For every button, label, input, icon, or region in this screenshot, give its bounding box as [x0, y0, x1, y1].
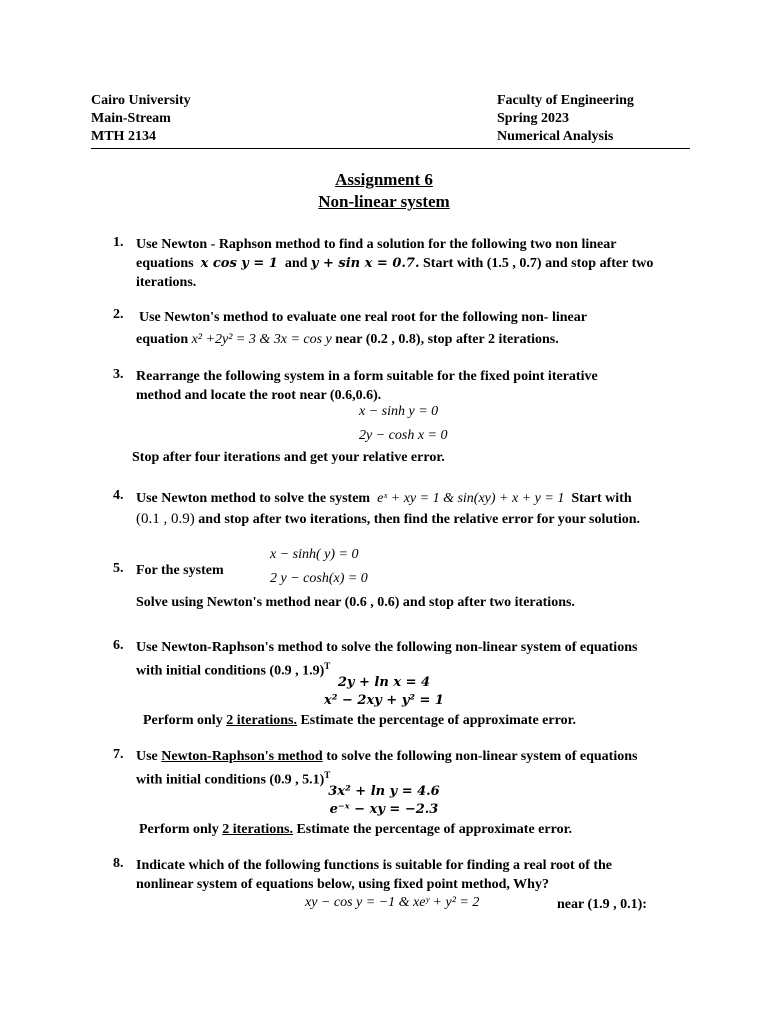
q8-number: 8. — [113, 856, 124, 871]
q5-line2: Solve using Newton's method near (0.6 , 0.6) and stop after two iterations. — [136, 595, 575, 610]
q7-line3: Perform only 2 iterations. Estimate the percentage of approximate error. — [139, 822, 572, 837]
q4-start-point: (0.1 , 0.9) — [136, 511, 195, 527]
q6-line2: with initial conditions (0.9 , 1.9)$^T$ — [136, 661, 331, 679]
q1-line2: equations x cos y = 1 and y + sin x = 0.7. Start with (1.5 , 0.7) and stop after two — [136, 256, 654, 271]
q3-line1: Rearrange the following system in a form suitable for the fixed point iterative — [136, 369, 598, 384]
header-right — [497, 92, 634, 146]
q3-line3: Stop after four iterations and get your relative error. — [132, 450, 445, 465]
assignment-subtitle: Non-linear system — [318, 192, 450, 211]
q6-equation-1: 2y + ln x = 4 — [337, 675, 431, 690]
q5-equation-1: x − sinh( y) = 0 — [270, 547, 359, 562]
question-8 — [136, 856, 706, 894]
q3-line2: method and locate the root near (0.6,0.6). — [136, 388, 382, 403]
q3-number: 3. — [113, 367, 124, 382]
q1-equation-1: x cos y = 1 — [200, 256, 278, 271]
q5-number: 5. — [113, 561, 124, 576]
faculty-name: Faculty of Engineering — [497, 93, 634, 108]
q4-line2: (0.1 , 0.9) and stop after two iterations, then find the relative error for your solution. — [136, 511, 641, 527]
q2-line2: equation x² +2y² = 3 & 3x = cos y near (0.2 , 0.8), stop after 2 iterations. — [136, 332, 559, 347]
semester: Spring 2023 — [497, 111, 569, 126]
q1-line3: iterations. — [136, 275, 197, 290]
q3-equation-2: 2y − cosh x = 0 — [359, 428, 448, 443]
q2-line1: Use Newton's method to evaluate one real root for the following non- linear — [139, 310, 587, 325]
q7-equation-1: 3x² + ln y = 4.6 — [328, 784, 440, 799]
stream-name: Main-Stream — [91, 111, 171, 126]
q7-number: 7. — [113, 747, 124, 762]
assignment-title: Assignment 6 — [335, 170, 433, 189]
q6-line3: Perform only 2 iterations. Estimate the percentage of approximate error. — [143, 713, 576, 728]
question-1 — [136, 235, 696, 292]
q7-line1: Use Newton-Raphson's method to solve the following non-linear system of equations — [136, 749, 638, 764]
q8-line2: nonlinear system of equations below, using fixed point method, Why? — [136, 877, 549, 892]
header-left — [91, 92, 191, 146]
q6-number: 6. — [113, 638, 124, 653]
question-3 — [136, 367, 696, 405]
q8-equation: xy − cos y = −1 & xeʸ + y² = 2 — [305, 895, 480, 910]
q5-equation-2: 2 y − cosh(x) = 0 — [270, 571, 368, 586]
q1-equation-2: y + sin x = 0.7. — [310, 256, 420, 271]
q6-equation-2: x² − 2xy + y² = 1 — [324, 693, 444, 708]
q7-line2: with initial conditions (0.9 , 5.1)$^T$ — [136, 770, 331, 788]
q6-line1: Use Newton-Raphson's method to solve the following non-linear system of equations — [136, 640, 638, 655]
q8-near: near (1.9 , 0.1): — [557, 897, 647, 912]
q3-equation-1: x − sinh y = 0 — [359, 404, 439, 419]
question-4 — [136, 488, 696, 530]
q4-number: 4. — [113, 488, 124, 503]
q4-equation: eˣ + xy = 1 & sin(xy) + x + y = 1 — [377, 491, 565, 506]
course-name: Numerical Analysis — [497, 129, 614, 144]
q1-line1: Use Newton - Raphson method to find a solution for the following two non linear — [136, 237, 617, 252]
header-divider — [91, 148, 690, 149]
q5-label: For the system — [136, 563, 224, 578]
q1-number: 1. — [113, 235, 124, 250]
q2-equation: x² +2y² = 3 & 3x = cos y — [191, 332, 332, 347]
question-2 — [136, 307, 699, 351]
q4-line1: Use Newton method to solve the system eˣ + xy = 1 & sin(xy) + x + y = 1 Start with — [136, 491, 632, 506]
q8-line1: Indicate which of the following functions is suitable for finding a real root of the — [136, 858, 613, 873]
q7-equation-2: e⁻ˣ − xy = −2.3 — [329, 802, 439, 817]
university-name: Cairo University — [91, 93, 191, 108]
course-code: MTH 2134 — [91, 129, 156, 144]
q2-number: 2. — [113, 307, 124, 322]
